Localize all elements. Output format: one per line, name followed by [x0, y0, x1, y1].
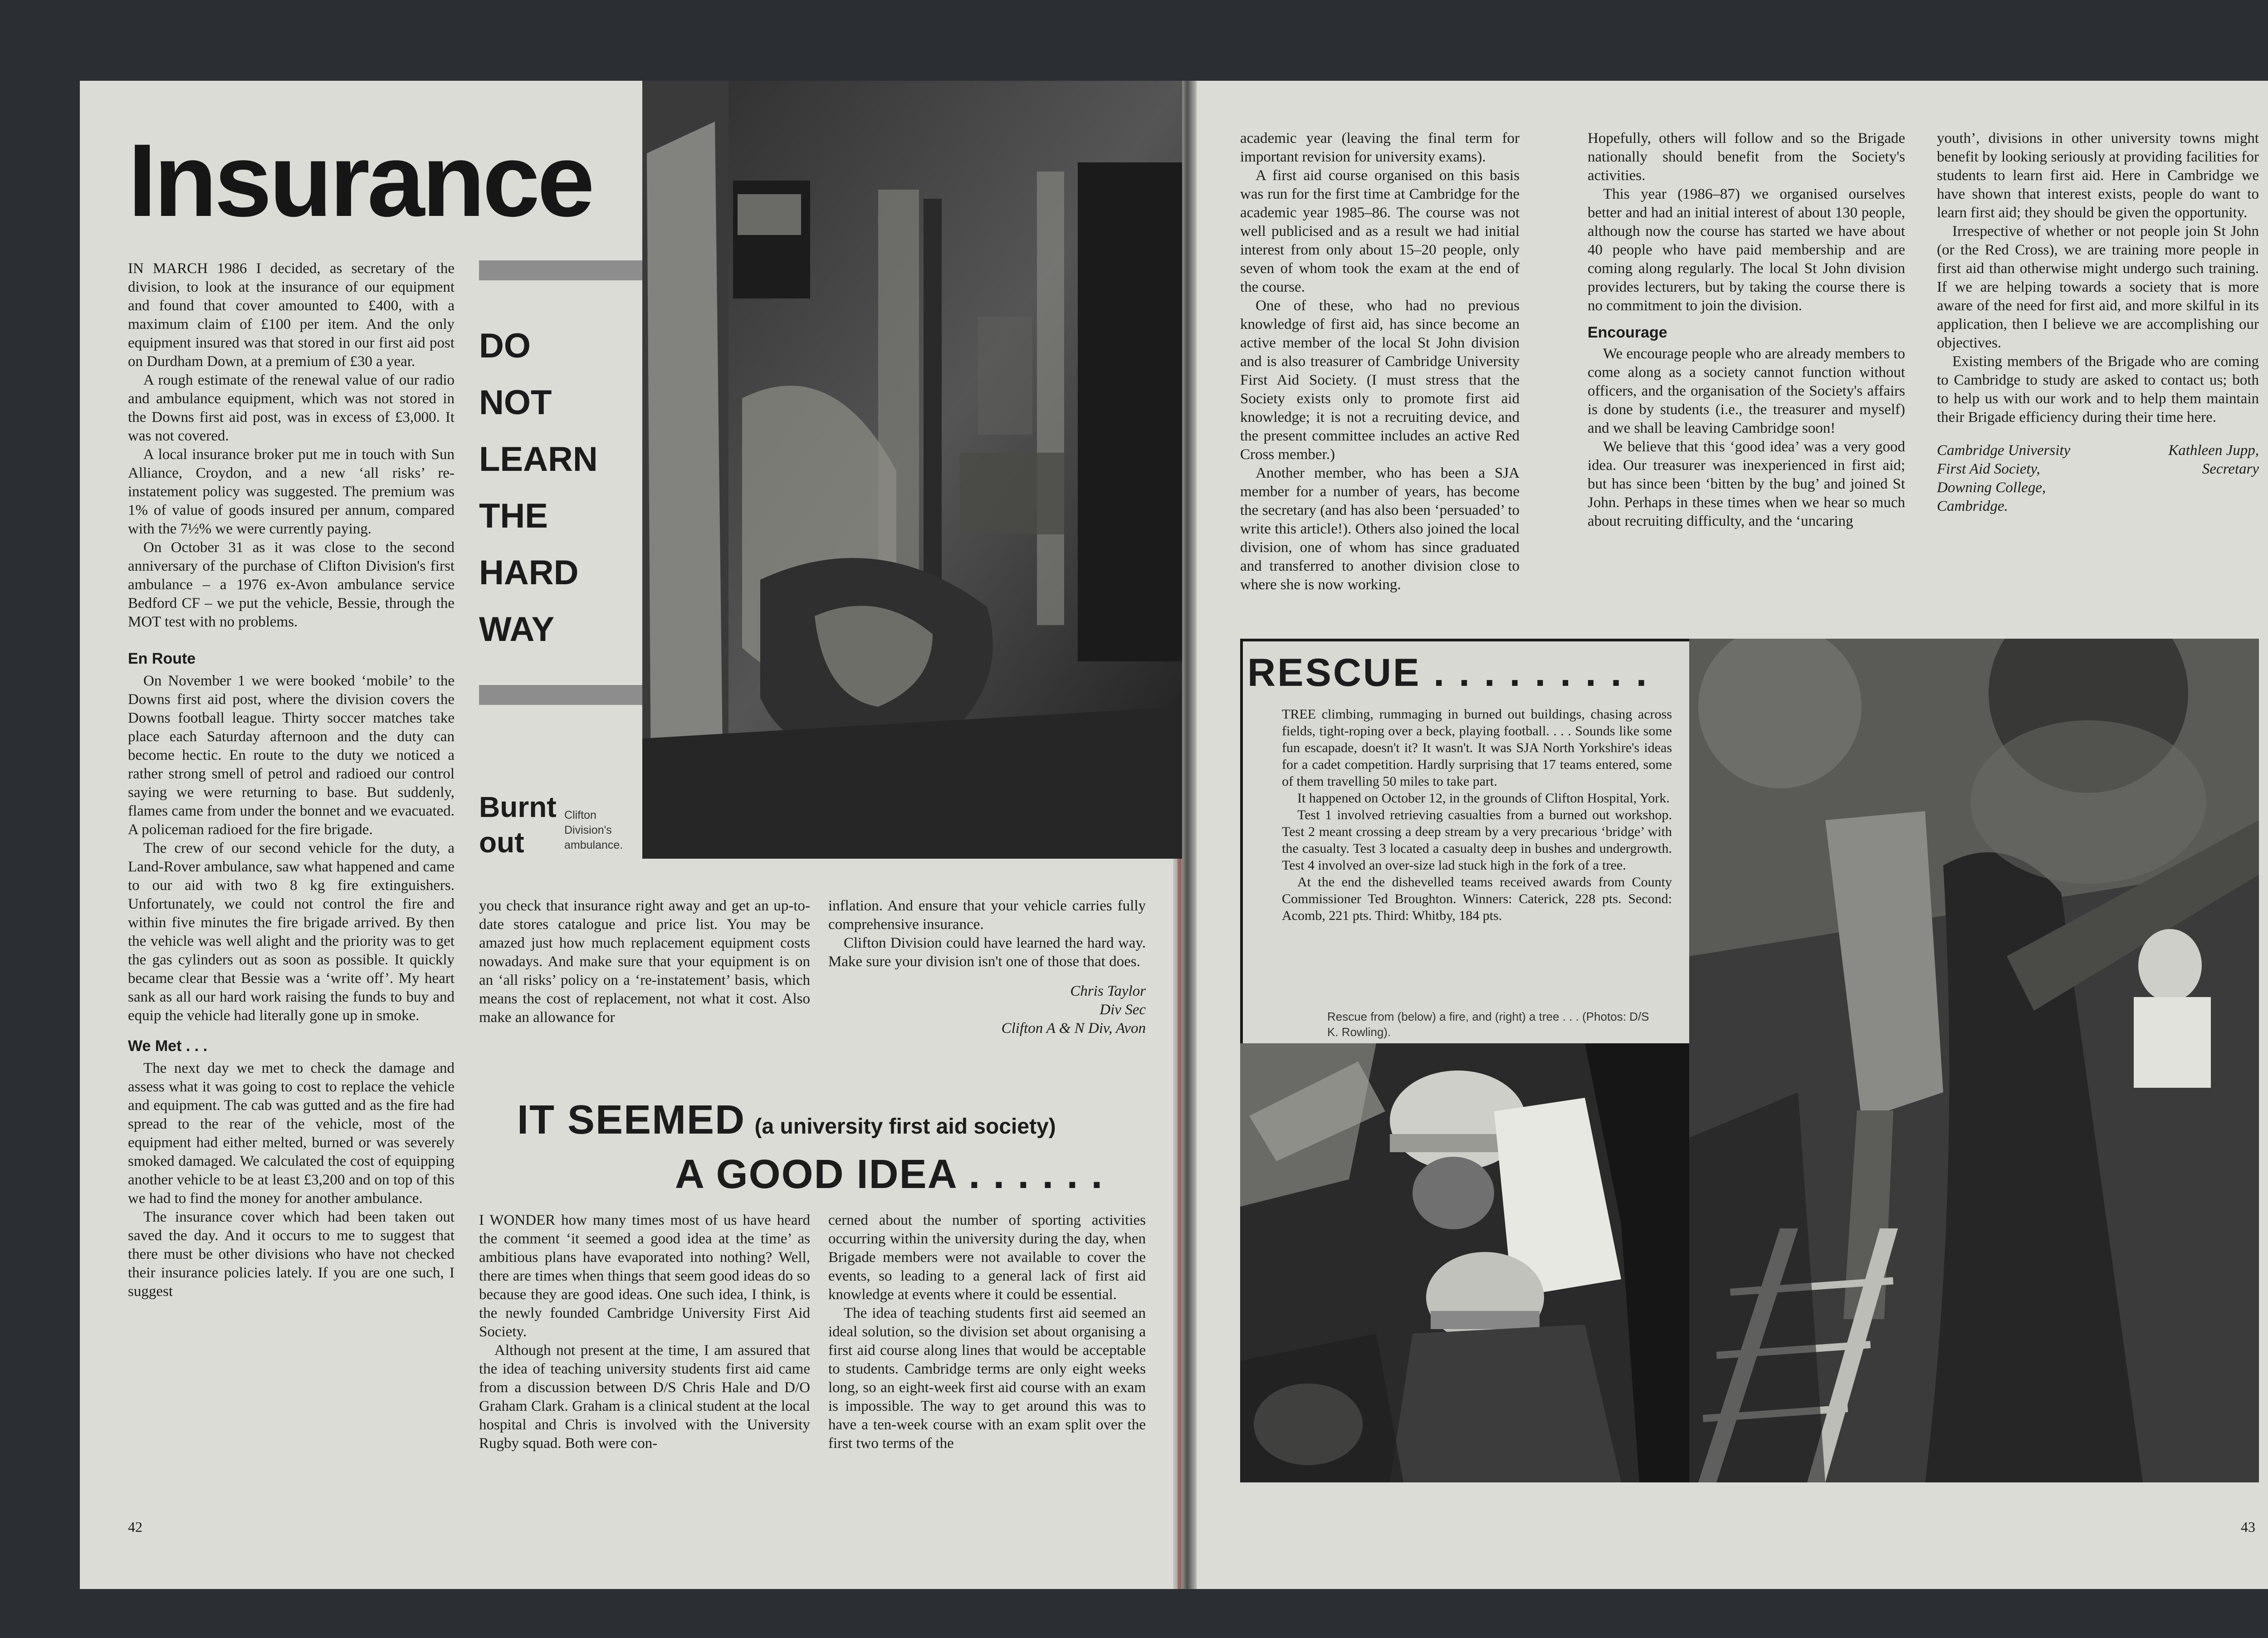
good-idea-column-1: [479, 1211, 810, 1453]
paragraph: A rough estimate of the renewal value of our radio and ambulance equipment, which was not stored in the Downs first aid post, was in excess of £3,000. It was not covered.: [128, 372, 455, 444]
paragraph: TREE climbing, rummaging in burned out buildings, chasing across fields, tight-roping over a beck, playing football. . . . Sounds like some fun escapade, doesn't it? It wasn't. It was SJA North Yorkshire's ideas for a cadet competition. Hardly surprising that 17 teams entered, some of them travelling 50 miles to take part.: [1282, 707, 1672, 789]
pullquote-word: NOT: [479, 383, 552, 422]
caption-bold-burnt: Burnt: [479, 791, 557, 823]
signature-address: [1937, 441, 2070, 516]
page-number-right: 43: [2241, 1519, 2255, 1535]
paragraph: inflation. And ensure that your vehicle carries fully comprehensive insurance.: [828, 898, 1146, 933]
subhead-en-route: En Route: [128, 650, 196, 667]
paragraph: We believe that this ‘good idea’ was a very good idea. Our treasurer was inexperienced in first aid; but has since been ‘bitten by the bug’ and joined St John. Perhaps in these times when we hear so much about recruiting difficulty, and the ‘uncaring: [1588, 439, 1905, 529]
insurance-column-1: [128, 259, 455, 1301]
signature-line: First Aid Society,: [1937, 461, 2040, 477]
pullquote-word: DO: [479, 327, 531, 365]
paragraph: I WONDER how many times most of us have heard the comment ‘it seemed a good idea at the time’ as ambitious plans have evaporated into nothing? Well, there are times when things that seem good ideas do so because they are good ideas. One such idea, I think, is the newly founded Cambridge University First Aid Society.: [479, 1212, 810, 1340]
paragraph: Clifton Division could have learned the hard way. Make sure your division isn't one of those that does.: [828, 935, 1146, 970]
paragraph: youth’, divisions in other university towns might benefit by looking seriously at providing facilities for students to learn first aid. Here in Cambridge we have shown that interest exists, people do want to learn first aid; they should be given the opportunity.: [1937, 130, 2259, 221]
burnt-ambulance-photo: [642, 81, 1182, 859]
headline-it-seemed: IT SEEMED: [517, 1097, 746, 1143]
pullquote-words: [479, 318, 598, 658]
signature-line: Clifton A & N Div, Avon: [1001, 1020, 1146, 1037]
good-idea-headline-line1: [517, 1097, 1056, 1144]
good-idea-column-5: [1937, 129, 2259, 518]
good-idea-headline-line2: A GOOD IDEA . . . . . .: [675, 1152, 1104, 1197]
paragraph: Although not present at the time, I am assured that the idea of teaching university students first aid came from a discussion between D/S Chris Hale and D/O Graham Clark. Graham is a clinical student at the local hospital and Chris is involved with the University Rugby squad. Both were con-: [479, 1342, 810, 1452]
paragraph: Existing members of the Brigade who are coming to Cambridge to study are asked to contact us; both to help us with our work and to help them maintain their Brigade efficiency during their time here.: [1937, 353, 2259, 425]
paragraph: The insurance cover which had been taken out saved the day. And it occurs to me to suggest that there must be other divisions who have not checked their insurance policies lately. If you are one such, I suggest: [128, 1209, 455, 1300]
paragraph: academic year (leaving the final term for important revision for university exams).: [1240, 130, 1520, 165]
paragraph: Hopefully, others will follow and so the Brigade nationally should benefit from the Society's activities.: [1588, 130, 1905, 184]
signature-line: Cambridge University: [1937, 442, 2071, 459]
headline-aside: (a university first aid society): [754, 1115, 1056, 1139]
paragraph: It happened on October 12, in the grounds of Clifton Hospital, York.: [1297, 791, 1670, 806]
paragraph: The crew of our second vehicle for the duty, a Land-Rover ambulance, saw what happened and came to our aid with two 8 kg fire extinguishers. Unfortunately, we could not control the fire and within five minutes the fire brigade arrived. By then the vehicle was well alight and the priority was to get the gas cylinders out as soon as possible. It quickly became clear that Bessie was a ‘write off’. My heart sank as all our hard work raising the funds to buy and equip the vehicle had literally gone up in smoke.: [128, 840, 455, 1024]
rescue-body: [1282, 706, 1672, 924]
insurance-title: Insurance: [128, 123, 592, 238]
insurance-column-2: [479, 897, 810, 1027]
paragraph: cerned about the number of sporting activities occurring within the university during the day, when Brigade members were not available to cover the events, so leading to a general lack of first aid knowledge at events where it could be essential.: [828, 1212, 1146, 1303]
good-idea-column-3: [1240, 129, 1520, 594]
paragraph: IN MARCH 1986 I decided, as secretary of the division, to look at the insurance of our equipment and found that cover amounted to £400, with a maximum claim of £100 per item. And the only equipment insured was that stored in our first aid post on Durdham Down, at a premium of £30 a year.: [128, 260, 455, 370]
author-signature: [828, 982, 1146, 1038]
paragraph: you check that insurance right away and get an up-to-date stores catalogue and price list. You may be amazed just how much replacement equipment costs nowadays. And make sure that your equipment is on an ‘all risks’ policy on a ‘re-instatement’ basis, which means the cost of replacement, not what it cost. Also make an allowance for: [479, 898, 810, 1026]
paragraph: On November 1 we were booked ‘mobile’ to the Downs first aid post, where the division covers the Downs football league. Thirty soccer matches take place each Saturday afternoon and the duty can become hectic. En route to the duty we noticed a rather strong smell of petrol and radioed our control saying we were returning to base. But suddenly, flames came from under the bonnet and we evacuated. A policeman radioed for the fire brigade.: [128, 673, 455, 838]
paragraph: We encourage people who are already members to come along as a society cannot function without officers, and the organisation of the Society's affairs is done by students (i.e., the treasurer and myself) and we shall be leaving Cambridge soon!: [1588, 346, 1905, 436]
photo-caption-burnt-out: [479, 792, 642, 860]
tree-rescue-photo: [1689, 639, 2259, 1482]
good-idea-column-4: [1588, 129, 1905, 531]
paragraph: The next day we met to check the damage and assess what it was going to cost to replace the vehicle and equipment. The cab was gutted and as the fire had spread to the rear of the vehicle, most of the equipment had either melted, burned or was severely smoked damaged. We calculated the cost of equipping another vehicle to be at least £3,200 and on top of this we had to find the money for another ambulance.: [128, 1060, 455, 1207]
signature-line: Secretary: [2202, 461, 2259, 477]
signature-line: Cambridge.: [1937, 498, 2008, 514]
paragraph: This year (1986–87) we organised ourselves better and had an initial interest of about 130 people, although now the course has started we have about 40 people who have paid membership and are coming along regularly. The local St John division provides lecturers, but by taking the course there is no commitment to join the division.: [1588, 186, 1905, 314]
sidebar-bottom-bar: [479, 685, 642, 705]
signature-author: [2168, 441, 2259, 479]
rescue-caption: Rescue from (below) a fire, and (right) a tree . . . (Photos: D/S K. Rowling).: [1327, 1010, 1649, 1039]
sidebar-top-bar: [479, 260, 642, 280]
pullquote-word: HARD: [479, 553, 579, 592]
signature-line: Div Sec: [1100, 1002, 1146, 1018]
pullquote-word: THE: [479, 497, 548, 535]
paragraph: Another member, who has been a SJA member for a number of years, has become the secretary (and has also been ‘persuaded’ to write this article!). Others also joined the local division, one of whom has since graduated and transferred to another division close to where she is now working.: [1240, 465, 1520, 593]
pullquote-word: LEARN: [479, 440, 598, 479]
paragraph: One of these, who had no previous knowledge of first aid, has since become an active member of the local St John division and is also treasurer of Cambridge University First Aid Society. (I must stress that the Society exists only to promote first aid knowledge; it is not a recruiting device, and the present committee includes an active Red Cross member.): [1240, 298, 1520, 463]
paragraph: A local insurance broker put me in touch with Sun Alliance, Croydon, and a new ‘all risks’ re-instatement policy was suggested. The premium was 1% of value of goods insured per annum, compared with the 7½% we were currently paying.: [128, 446, 455, 537]
paragraph: On October 31 as it was close to the second anniversary of the purchase of Clifton Division's first ambulance – a 1976 ex-Avon ambulance service Bedford CF – we put the vehicle, Bessie, through the MOT test with no problems.: [128, 539, 455, 630]
subhead-encourage: Encourage: [1588, 324, 1667, 341]
signature-line: Kathleen Jupp,: [2168, 442, 2259, 459]
signature-line: Downing College,: [1937, 479, 2046, 496]
signature-line: Chris Taylor: [1070, 983, 1146, 999]
insurance-column-3: [828, 897, 1146, 1038]
caption-small: Clifton Division's ambulance.: [564, 809, 623, 851]
paragraph: The idea of teaching students first aid seemed an ideal solution, so the division set about organising a first aid course along lines that would be acceptable to students. Cambridge terms are only eight weeks long, so an eight-week first aid course with an exam is impossible. The way to get around this was to have a ten-week course with an exam split over the first two terms of the: [828, 1305, 1146, 1452]
paragraph: Test 1 involved retrieving casualties from a burned out workshop. Test 2 meant crossing a deep stream by a very precarious ‘bridge’ with the casualty. Test 3 located a casualty deep in bushes and undergrowth. Test 4 involved an over-size lad stuck high in the fork of a tree.: [1282, 807, 1672, 873]
caption-bold-out: out: [479, 826, 524, 859]
paragraph: At the end the dishevelled teams received awards from County Commissioner Ted Broughton. Winners: Caterick, 228 pts. Second: Acomb, 221 pts. Third: Whitby, 184 pts.: [1282, 875, 1672, 923]
society-signature: [1937, 441, 2259, 518]
fire-rescue-photo: [1240, 1043, 1689, 1482]
pullquote-word: WAY: [479, 610, 555, 649]
page-number-left: 42: [128, 1519, 142, 1535]
paragraph: A first aid course organised on this basis was run for the first time at Cambridge for the academic year 1985–86. The course was not well publicised and as a result we had initial interest from only about 15–20 people, only seven of whom took the exam at the end of the course.: [1240, 167, 1520, 295]
rescue-box: [1240, 639, 1689, 1047]
rescue-title: RESCUE . . . . . . . . .: [1247, 651, 1649, 694]
good-idea-column-2: [828, 1211, 1146, 1453]
paragraph: Irrespective of whether or not people join St John (or the Red Cross), we are training more people in first aid than otherwise might undergo such training. If we are helping towards a society that is more aware of the need for first aid, and more skilful in its application, then I believe we are accomplishing our objectives.: [1937, 223, 2259, 351]
subhead-we-met: We Met . . .: [128, 1037, 208, 1055]
